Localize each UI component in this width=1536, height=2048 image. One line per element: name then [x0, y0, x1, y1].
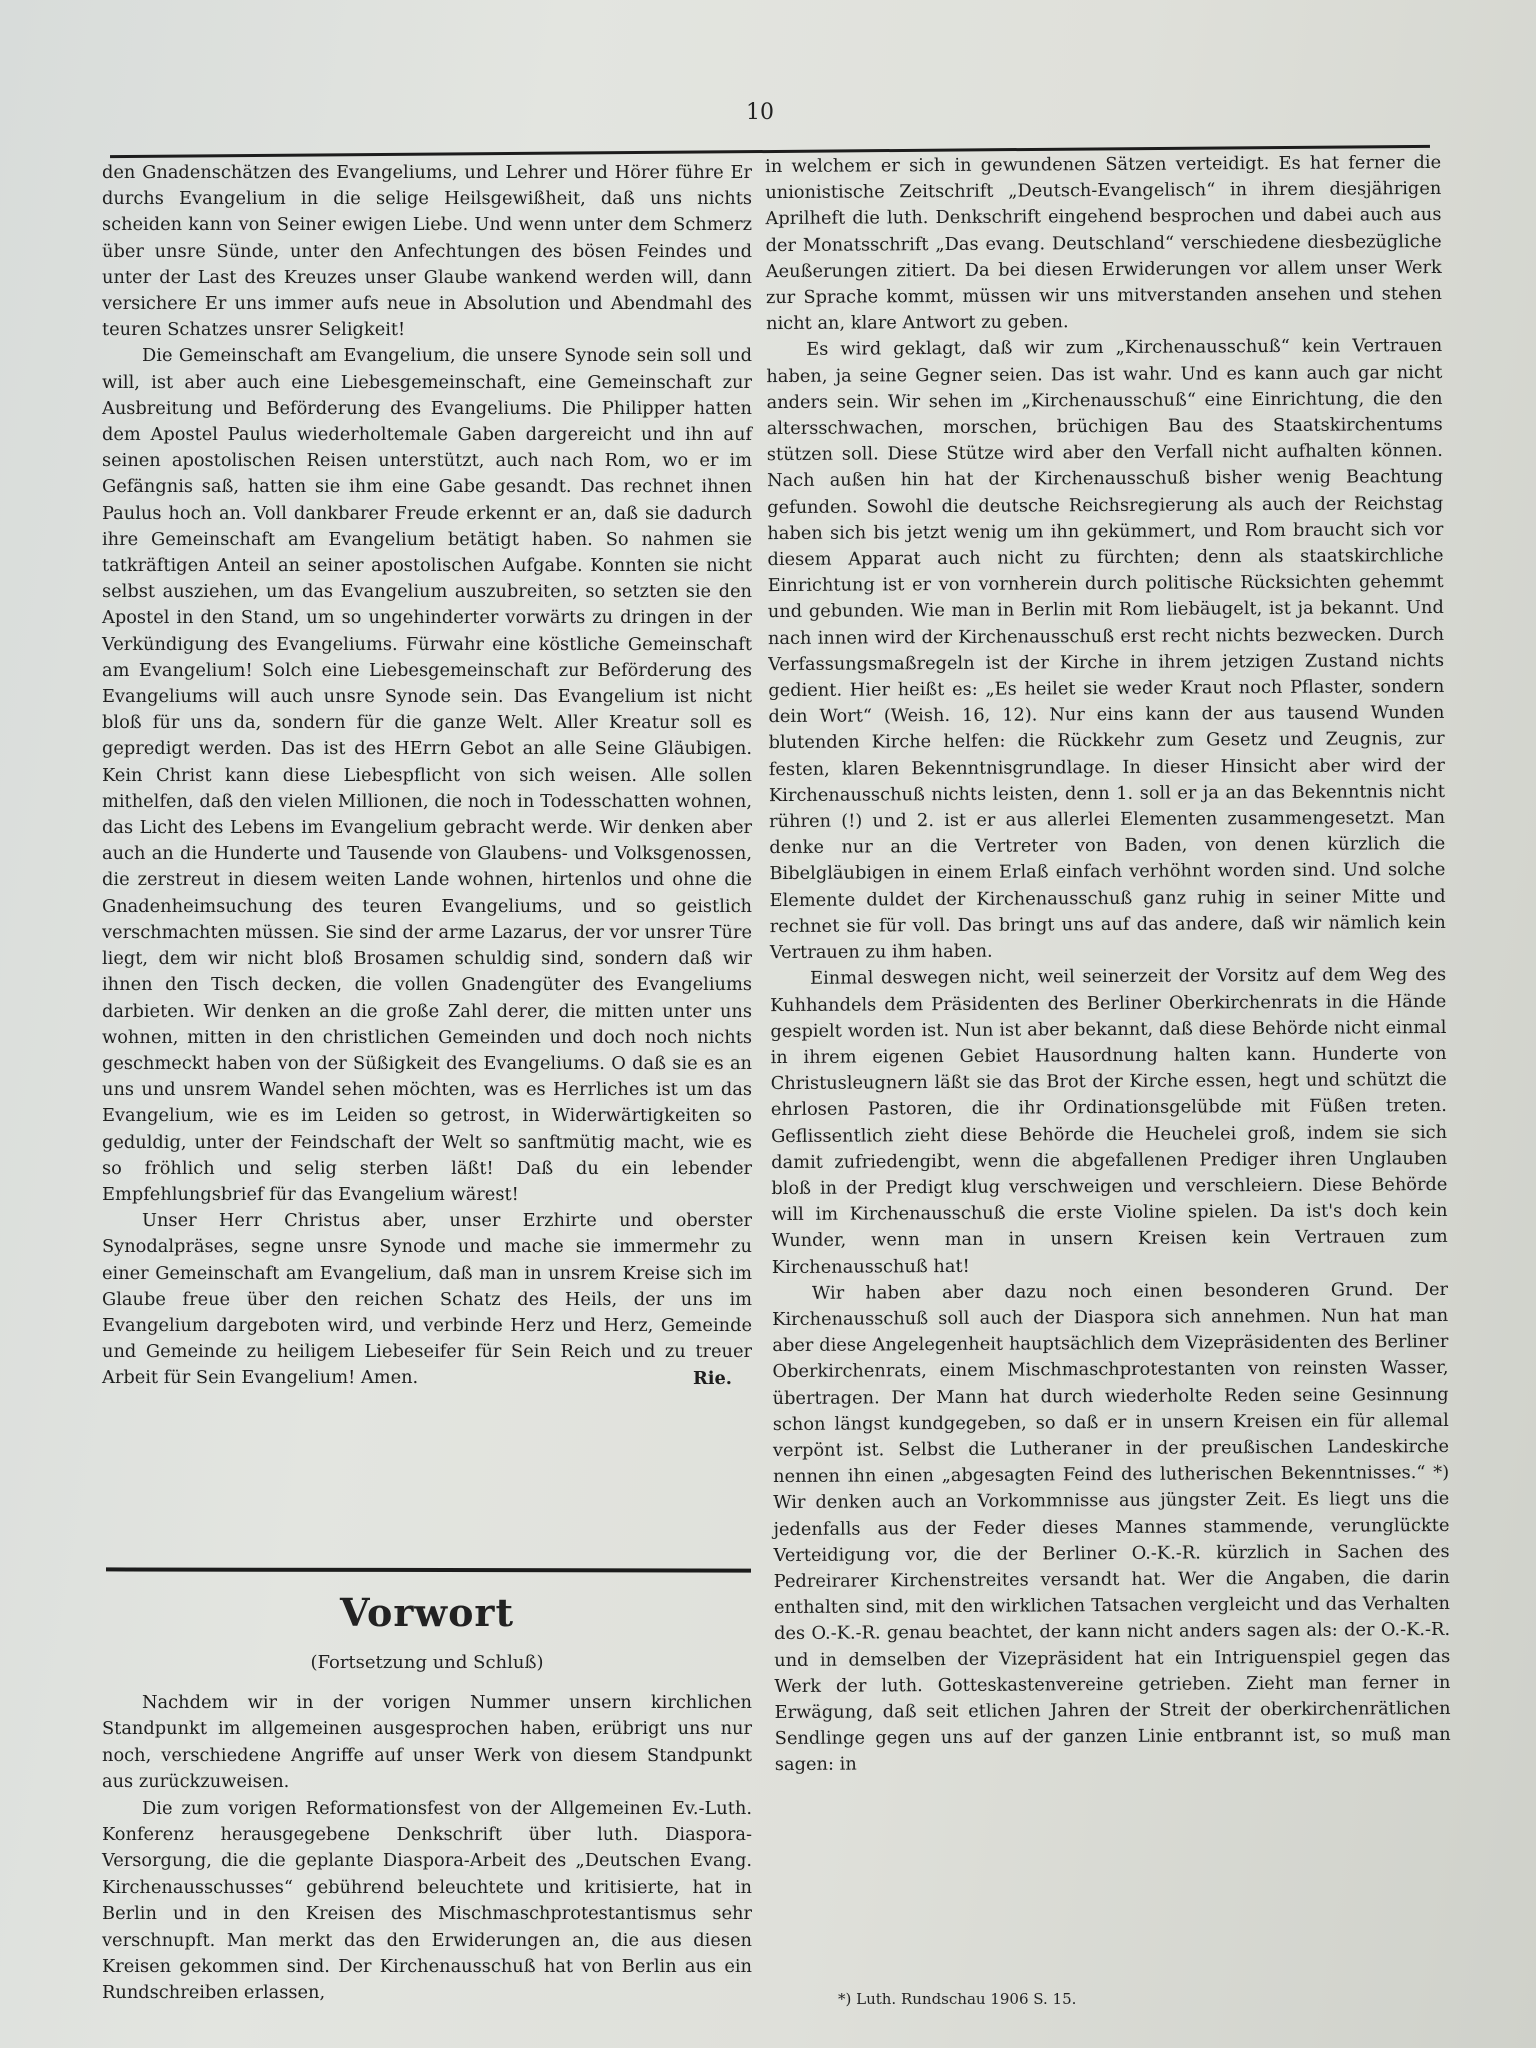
right-paragraph-1: in welchem er sich in gewundenen Sätzen verteidigt. Es hat ferner die unionistische Zeitschrift „Deutsch-Evangelisch“ in ihrem diesjährigen Aprilheft die luth. Denkschrift eingehend besprochen und dabei auch aus der Monatsschrift „Das evang. Deutschland“ verschiedene diesbezügliche Aeußerungen zitiert. Da bei diesen Erwiderungen vor allem unser Werk zur Sprache kommt, müssen wir uns mitverstanden ansehen und stehen nicht an, klare Antwort zu geben. [765, 151, 1442, 335]
section-paragraph-1: Nachdem wir in der vorigen Nummer unsern kirchlichen Standpunkt im allgemeinen ausgesprochen haben, erübrigt uns nur noch, verschiedene Angriffe auf unser Werk von diesem Standpunkt aus zurückzuweisen. [102, 1692, 752, 1793]
section-paragraph-2: Die zum vorigen Reformationsfest von der Allgemeinen Ev.-Luth. Konferenz herausgegebene Denkschrift über luth. Diaspora-Versorgung, die die geplante Diaspora-Arbeit des „Deutschen Evang. Kirchenausschusses“ gebührend beleuchtete und kritisierte, hat in Berlin und in den Kreisen des Mischmaschprotestantismus sehr verschnupft. Man merkt das den Erwiderungen an, die aus diesen Kreisen gekommen sind. Der Kirchenausschuß hat von Berlin aus ein Rundschreiben erlassen, [102, 1797, 752, 2004]
right-paragraph-4: Wir haben aber dazu noch einen besonderen Grund. Der Kirchenausschuß soll auch der Diaspora sich annehmen. Nun hat man aber diese Angelegenheit hauptsächlich dem Vizepräsidenten des Berliner Oberkirchenrats, einem Mischmaschprotestanten von reinsten Wasser, übertragen. Der Mann hat durch wiederholte Reden seine Gesinnung schon längst kundgegeben, so daß er in unsern Kreisen ein für allemal verpönt ist. Selbst die Lutheraner in der preußischen Landeskirche nennen ihn einen „abgesagten Feind des lutherischen Bekenntnisses.“ *) Wir denken auch an Vorkommnisse aus jüngster Zeit. Es liegt uns die jedenfalls aus der Feder dieses Mannes stammende, verunglückte Verteidigung vor, die der Berliner O.-K.-R. kürzlich in Sachen des Pedreirarer Kirchenstreites versandt hat. Wer die Angaben, die darin enthalten sind, mit den wirklichen Tatsachen vergleicht und das Verhalten des O.-K.-R. genau beachtet, der kann nicht anders sagen als: der O.-K.-R. und in demselben der Vizepräsident hat ein Intriguenspiel gegen das Werk der luth. Gotteskastenvereine getrieben. Zieht man ferner in Erwägung, daß seit etlichen Jahren der Streit der oberkirchenrätlichen Sendlinge gegen uns auf der ganzen Linie entbrannt ist, so muß man sagen: in [772, 1278, 1451, 1776]
section-heading: Vorwort [340, 1590, 514, 1635]
right-column-article [765, 150, 1451, 1779]
left-paragraph-1: den Gnadenschätzen des Evangeliums, und Lehrer und Hörer führe Er durchs Evangelium in die selige Heilsgewißheit, daß uns nichts scheiden kann von Seiner ewigen Liebe. Und wenn unter dem Schmerz über unsre Sünde, unter den Anfechtungen des bösen Feindes und unter der Last des Kreuzes unser Glaube wankend werden will, dann versichere Er uns immer aufs neue in Absolution und Abendmahl des teuren Schatzes unsrer Seligkeit! [102, 162, 752, 341]
left-paragraph-3: Unser Herr Christus aber, unser Erzhirte und oberster Synodalpräses, segne unsre Synode und mache sie immermehr zu einer Gemeinschaft am Evangelium, daß man in unsrem Kreise sich im Glaube freue über den reichen Schatz des Heils, der uns im Evangelium dargeboten wird, und verbinde Herz und Herz, Gemeinde und Gemeinde zu heiligem Liebeseifer für Sein Reich und zu treuer Arbeit für Sein Evangelium! Amen. [102, 1210, 752, 1389]
left-column-article [102, 160, 752, 1392]
right-paragraph-3: Einmal deswegen nicht, weil seinerzeit der Vorsitz auf dem Weg des Kuhhandels dem Präsidenten des Berliner Oberkirchenrats in die Hände gespielt worden ist. Nun ist aber bekannt, daß diese Behörde nicht einmal in ihrem eigenen Gebiet Hausordnung halten kann. Hunderte von Christusleugnern läßt sie das Brot der Kirche essen, hegt und schützt die ehrlosen Pastoren, die ihr Ordinationsgelübde mit Füßen treten. Geflissentlich zieht diese Behörde die Heuchelei groß, indem sie sich damit zufriedengibt, wenn die abgefallenen Prediger ihren Unglauben bloß in der Predigt klug verschweigen und verschleiern. Diese Behörde will im Kirchenausschuß die erste Violine spielen. Da ist's doch kein Wunder, wenn man in unsern Kreisen kein Vertrauen zum Kirchenausschuß hat! [770, 964, 1448, 1278]
section-subheading: (Fortsetzung und Schluß) [310, 1652, 544, 1673]
section-rule [106, 1567, 751, 1572]
section-body [102, 1690, 752, 2007]
right-paragraph-2: Es wird geklagt, daß wir zum „Kirchenausschuß“ kein Vertrauen haben, ja seine Gegner seien. Das ist wahr. Und es kann auch gar nicht anders sein. Wir sehen im „Kirchenausschuß“ eine Einrichtung, die den altersschwachen, morschen, brüchigen Bau des Staatskirchentums stützen soll. Diese Stütze wird aber den Verfall nicht aufhalten können. Nach außen hin hat der Kirchenausschuß bisher wenig Beachtung gefunden. Sowohl die deutsche Reichsregierung als auch der Reichstag haben sich bis jetzt wenig um ihn gekümmert, und Rom braucht sich vor diesem Apparat auch nicht zu fürchten; denn als staatskirchliche Einrichtung ist er von vornherein durch politische Rücksichten gehemmt und gebunden. Wie man in Berlin mit Rom liebäugelt, ist ja bekannt. Und nach innen wird der Kirchenausschuß erst recht nichts bezwecken. Durch Verfassungsmaßregeln ist der Kirche in ihrem jetzigen Zustand nichts gedient. Hier heißt es: „Es heilet sie weder Kraut noch Pflaster, sondern dein Wort“ (Weish. 16, 12). Nur eins kann der aus tausend Wunden blutenden Kirche helfen: die Rückkehr zum Gesetz und Zeugnis, zur festen, klaren Bekenntnisgrundlage. In dieser Hinsicht aber wird der Kirchenausschuß nichts leisten, denn 1. soll er ja an das Bekenntnis nicht rühren (!) und 2. ist er aus allerlei Elementen zusammengesetzt. Man denke nur an die Vertreter von Baden, von denen kürzlich die Bibelgläubigen in einem Erlaß einfach verhöhnt worden sind. Und solche Elemente duldet der Kirchenausschuß ganz ruhig in seiner Mitte und rechnet sie für voll. Das bringt uns auf das andere, daß wir nämlich kein Vertrauen zu ihm haben. [766, 335, 1446, 964]
footnote: *) Luth. Rundschau 1906 S. 15. [838, 1990, 1077, 2008]
left-paragraph-2: Die Gemeinschaft am Evangelium, die unsere Synode sein soll und will, ist aber auch eine Liebesgemeinschaft, eine Gemeinschaft zur Ausbreitung und Beförderung des Evangeliums. Die Philipper hatten dem Apostel Paulus wiederholtemale Gaben dargereicht und ihn auf seinen apostolischen Reisen unterstützt, auch nach Rom, wo er im Gefängnis saß, hatten sie ihm eine Gabe gesandt. Das rechnet ihnen Paulus hoch an. Voll dankbarer Freude erkennt er an, daß sie dadurch ihre Gemeinschaft am Evangelium betätigt haben. So nahmen sie tatkräftigen Anteil an seiner apostolischen Aufgabe. Konnten sie nicht selbst ausziehen, um das Evangelium auszubreiten, so setzten sie den Apostel in den Stand, um so ungehinderter vorwärts zu dringen in der Verkündigung des Evangeliums. Fürwahr eine köstliche Gemeinschaft am Evangelium! Solch eine Liebesgemeinschaft zur Beförderung des Evangeliums will auch unsre Synode sein. Das Evangelium ist nicht bloß für uns da, sondern für die ganze Welt. Aller Kreatur soll es gepredigt werden. Das ist des HErrn Gebot an alle Seine Gläubigen. Kein Christ kann diese Liebespflicht von sich weisen. Alle sollen mithelfen, daß den vielen Millionen, die noch in Todesschatten wohnen, das Licht des Lebens im Evangelium gebracht werde. Wir denken aber auch an die Hunderte und Tausende von Glaubens- und Volksgenossen, die zerstreut in diesem weiten Lande wohnen, hirtenlos und ohne die Gnadenheimsuchung des teuren Evangeliums, und so geistlich verschmachten müssen. Sie sind der arme Lazarus, der vor unsrer Türe liegt, dem wir nicht bloß Brosamen schuldig sind, sondern daß wir ihnen den Tisch decken, die vollen Gnadengüter des Evangeliums darbieten. Wir denken an die große Zahl derer, die mitten unter uns wohnen, mitten in den christlichen Gemeinden und doch noch nichts geschmeckt haben von der Süßigkeit des Evangeliums. O daß sie es an uns und unsrem Wandel sehen möchten, was es Herrliches ist um das Evangelium, wie es im Leiden so getrost, in Widerwärtigkeiten so geduldig, unter der Feindschaft der Welt so sanftmütig macht, wie es so fröhlich und selig sterben läßt! Daß du ein lebender Empfehlungsbrief für das Evangelium wärest! [102, 345, 752, 1205]
page-number: 10 [746, 100, 774, 125]
article-signature: Rie. [692, 1367, 732, 1389]
